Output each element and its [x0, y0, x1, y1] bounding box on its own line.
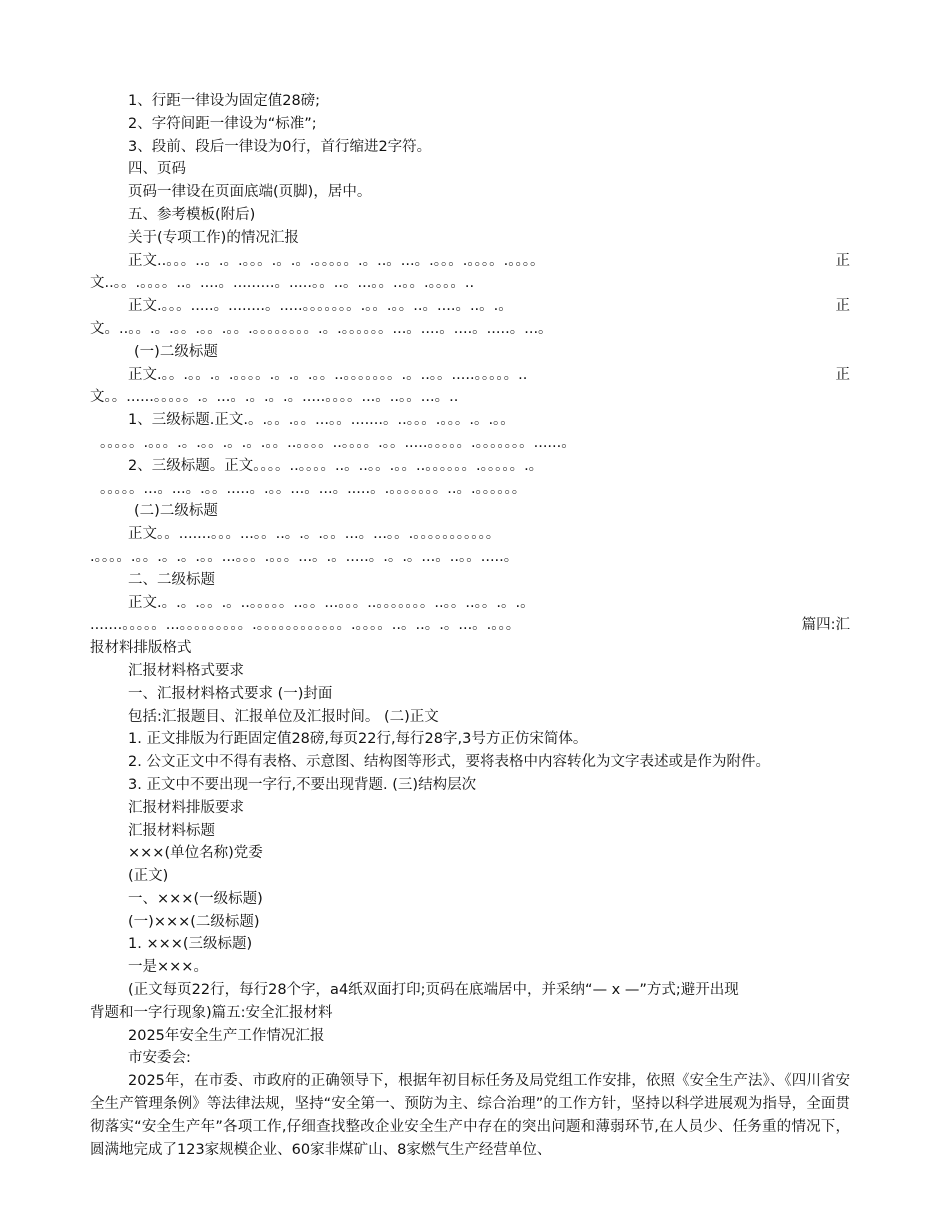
text-line: 五、参考模板(附后): [128, 206, 256, 223]
document-body: [90, 90, 850, 1161]
text-line: [90, 250, 850, 273]
text-line: 包括:汇报题目、汇报单位及汇报时间。 (二)正文: [128, 708, 439, 725]
text-line: 1、三级标题.正文.。.。。.。。...。。.......。..。。。.。。。.。.。。: [128, 412, 515, 429]
text-line: 3、段前、段后一律设为0行，首行缩进2字符。: [128, 138, 432, 155]
text-line: (一)×××(二级标题): [128, 913, 260, 930]
text-line: 页码一律设在页面底端(页脚)，居中。: [128, 184, 372, 201]
text-line: [90, 364, 850, 387]
text-line: 文。..。。.。.。。.。。.。。.。。。。。。。。.。.。。。。。。...。....。....。.....。...。: [90, 320, 553, 337]
text-line: 2. 公文正文中不得有表格、示意图、结构图等形式，要将表格中内容转化为文字表述或是作为附件。: [128, 754, 770, 771]
text-line: 。。。。。...。...。.。。.....。.。。...。...。.....。.。。。。。。。..。.。。。。。。: [100, 480, 527, 497]
text-line: 3. 正文中不要出现一字行,不要出现背题. (三)结构层次: [128, 776, 477, 793]
text-line: 2、字符间距一律设为“标准”;: [128, 115, 317, 132]
text-line: 二、二级标题: [128, 571, 215, 588]
text-line: 1. 正文排版为行距固定值28磅,每页22行,每行28字,3号方正仿宋简体。: [128, 731, 588, 748]
text-line: 一是×××。: [128, 959, 208, 976]
text-line: 正文.。.。.。。.。..。。。。。..。。...。。。..。。。。。。。..。。..。。.。.。: [128, 594, 535, 611]
text-line-end: 篇四:汇: [801, 617, 850, 634]
text-line: 四、页码: [128, 161, 186, 178]
text-line: 2、三级标题。正文。。。。..。。。。..。..。。.。。..。。。。。。.。。。。。.。: [128, 457, 544, 474]
text-line: 正文。。.......。。。...。。..。.。.。。...。...。。.。。。。。。。。。。。: [128, 526, 501, 543]
text-line: 汇报材料标题: [128, 822, 215, 839]
text-line: (一)二级标题: [134, 343, 218, 360]
text-line-main: 正文.。。。.....。........。.....。。。。。。。.。。.。。..。....。..。.。: [128, 298, 513, 315]
text-line: (正文每页22行，每行28个字，a4纸双面打印;页码在底端居中，并采纳“— x —”方式;避开出现: [128, 982, 739, 999]
text-line: 汇报材料排版要求: [128, 799, 244, 816]
text-line: [90, 614, 850, 637]
text-line: 文。。......。。。。。.。...。.。.。.。.....。。。。...。..。。...。..: [90, 389, 459, 406]
text-line: 1. ×××(三级标题): [128, 936, 253, 953]
text-line-main: .......。。。。。...。。。。。。。。。.。。。。。。。。。。。。.。。。。..。..。.。...。.。。。: [90, 617, 521, 634]
text-line: (正文): [128, 868, 169, 885]
text-line: 文..。。.。。。。..。....。.........。.....。。..。...。。..。。.。。。。..: [90, 275, 475, 292]
text-line-end: 正: [835, 252, 850, 269]
text-line: 一、×××(一级标题): [128, 890, 263, 907]
text-line-main: 正文.。。.。。.。.。。。。.。.。.。。..。。。。。。。.。..。。.....。。。。。..: [128, 366, 528, 383]
text-line: 市安委会:: [128, 1050, 191, 1067]
text-line-end: 正: [835, 298, 850, 315]
text-line: 1、行距一律设为固定值28磅;: [128, 93, 321, 109]
text-line: [90, 295, 850, 318]
text-line: 背题和一字行现象)篇五:安全汇报材料: [90, 1004, 333, 1021]
text-line: (二)二级标题: [134, 503, 218, 520]
closing-paragraph: 2025年，在市委、市政府的正确领导下，根据年初目标任务及局党组工作安排，依照《安全生产法》、《四川省安全生产管理条例》等法律法规，坚持“安全第一、预防为主、综合治理”的工作方针，坚持以科学进展观为指导，全面贯彻落实“安全生产年”各项工作,仔细查找整改企业安全生产中存在的突出问题和薄弱环节,在人员少、任务重的情况下，圆满地完成了123家规模企业、60家非煤矿山、8家燃气生产经营单位、: [90, 1073, 850, 1158]
text-line: .。。。。.。。.。.。.。。...。。。.。。。...。.。.....。.。.。...。..。。.....。: [90, 548, 519, 565]
text-line: 2025年安全生产工作情况汇报: [128, 1027, 325, 1044]
text-line: 报材料排版格式: [90, 640, 192, 657]
text-line: 一、汇报材料格式要求 (一)封面: [128, 685, 333, 702]
text-line: ×××(单位名称)党委: [128, 845, 263, 862]
text-line: 。。。。。.。。。.。.。。.。.。.。。..。。。。..。。。。.。。.....。。。。。.。。。。。。。......。: [100, 434, 576, 451]
text-line-end: 正: [835, 366, 850, 383]
text-line: 关于(专项工作)的情况汇报: [128, 229, 299, 246]
text-line: 汇报材料格式要求: [128, 662, 244, 679]
text-line-main: 正文..。。。..。.。.。。。.。.。.。。。。。.。..。...。.。。。.。。。。.。。。。: [128, 252, 545, 269]
